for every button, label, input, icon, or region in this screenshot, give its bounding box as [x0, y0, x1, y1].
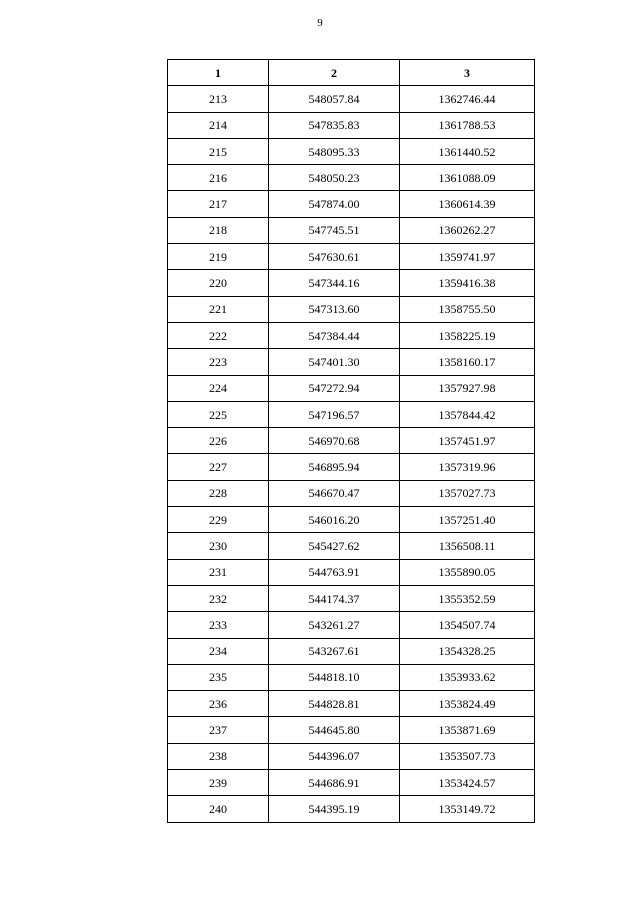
x-coordinate-cell: 547835.83 — [269, 112, 400, 138]
point-number-cell: 220 — [168, 270, 269, 296]
table-row — [168, 349, 535, 375]
y-coordinate-cell: 1357027.73 — [400, 480, 535, 506]
table-row — [168, 191, 535, 217]
x-coordinate-cell: 547344.16 — [269, 270, 400, 296]
x-coordinate-cell: 543261.27 — [269, 612, 400, 638]
table-row — [168, 717, 535, 743]
x-coordinate-cell: 545427.62 — [269, 533, 400, 559]
table-row — [168, 743, 535, 769]
y-coordinate-cell: 1353871.69 — [400, 717, 535, 743]
point-number-cell: 238 — [168, 743, 269, 769]
point-number-cell: 217 — [168, 191, 269, 217]
header-row — [168, 60, 535, 86]
point-number-cell: 224 — [168, 375, 269, 401]
point-number-cell: 222 — [168, 322, 269, 348]
y-coordinate-cell: 1355890.05 — [400, 559, 535, 585]
y-coordinate-cell: 1357451.97 — [400, 428, 535, 454]
y-coordinate-cell: 1358160.17 — [400, 349, 535, 375]
y-coordinate-cell: 1353507.73 — [400, 743, 535, 769]
point-number-cell: 214 — [168, 112, 269, 138]
x-coordinate-cell: 544763.91 — [269, 559, 400, 585]
y-coordinate-cell: 1353424.57 — [400, 770, 535, 796]
y-coordinate-cell: 1358755.50 — [400, 296, 535, 322]
y-coordinate-cell: 1359416.38 — [400, 270, 535, 296]
column-header-2: 2 — [269, 60, 400, 86]
table-header — [168, 60, 535, 86]
table-row — [168, 559, 535, 585]
point-number-cell: 213 — [168, 86, 269, 112]
point-number-cell: 234 — [168, 638, 269, 664]
point-number-cell: 226 — [168, 428, 269, 454]
table-row — [168, 322, 535, 348]
table-row — [168, 612, 535, 638]
table-row — [168, 638, 535, 664]
point-number-cell: 239 — [168, 770, 269, 796]
x-coordinate-cell: 547196.57 — [269, 401, 400, 427]
page-number: 9 — [317, 17, 323, 29]
table-row — [168, 480, 535, 506]
table-row — [168, 401, 535, 427]
y-coordinate-cell: 1357319.96 — [400, 454, 535, 480]
x-coordinate-cell: 544818.10 — [269, 664, 400, 690]
x-coordinate-cell: 548057.84 — [269, 86, 400, 112]
point-number-cell: 215 — [168, 138, 269, 164]
x-coordinate-cell: 547384.44 — [269, 322, 400, 348]
table-row — [168, 585, 535, 611]
point-number-cell: 232 — [168, 585, 269, 611]
point-number-cell: 216 — [168, 165, 269, 191]
x-coordinate-cell: 544686.91 — [269, 770, 400, 796]
x-coordinate-cell: 543267.61 — [269, 638, 400, 664]
x-coordinate-cell: 547745.51 — [269, 217, 400, 243]
x-coordinate-cell: 548050.23 — [269, 165, 400, 191]
point-number-cell: 221 — [168, 296, 269, 322]
point-number-cell: 236 — [168, 691, 269, 717]
y-coordinate-cell: 1353933.62 — [400, 664, 535, 690]
point-number-cell: 240 — [168, 796, 269, 822]
table-row — [168, 428, 535, 454]
y-coordinate-cell: 1357927.98 — [400, 375, 535, 401]
point-number-cell: 219 — [168, 244, 269, 270]
y-coordinate-cell: 1359741.97 — [400, 244, 535, 270]
point-number-cell: 231 — [168, 559, 269, 585]
point-number-cell: 235 — [168, 664, 269, 690]
table-row — [168, 507, 535, 533]
y-coordinate-cell: 1353824.49 — [400, 691, 535, 717]
y-coordinate-cell: 1354328.25 — [400, 638, 535, 664]
table-row — [168, 86, 535, 112]
point-number-cell: 229 — [168, 507, 269, 533]
point-number-cell: 233 — [168, 612, 269, 638]
table-row — [168, 270, 535, 296]
x-coordinate-cell: 544828.81 — [269, 691, 400, 717]
table-row — [168, 217, 535, 243]
y-coordinate-cell: 1360614.39 — [400, 191, 535, 217]
y-coordinate-cell: 1361440.52 — [400, 138, 535, 164]
column-header-3: 3 — [400, 60, 535, 86]
point-number-cell: 237 — [168, 717, 269, 743]
y-coordinate-cell: 1353149.72 — [400, 796, 535, 822]
x-coordinate-cell: 547313.60 — [269, 296, 400, 322]
point-number-cell: 227 — [168, 454, 269, 480]
table-row — [168, 244, 535, 270]
table-row — [168, 533, 535, 559]
point-number-cell: 230 — [168, 533, 269, 559]
table-row — [168, 296, 535, 322]
y-coordinate-cell: 1361088.09 — [400, 165, 535, 191]
y-coordinate-cell: 1360262.27 — [400, 217, 535, 243]
x-coordinate-cell: 547272.94 — [269, 375, 400, 401]
table-row — [168, 691, 535, 717]
point-number-cell: 225 — [168, 401, 269, 427]
table-row — [168, 664, 535, 690]
x-coordinate-cell: 544174.37 — [269, 585, 400, 611]
table-row — [168, 454, 535, 480]
y-coordinate-cell: 1358225.19 — [400, 322, 535, 348]
y-coordinate-cell: 1355352.59 — [400, 585, 535, 611]
table-row — [168, 796, 535, 822]
table-row — [168, 112, 535, 138]
coordinates-table — [167, 59, 535, 823]
table-body — [168, 86, 535, 822]
point-number-cell: 228 — [168, 480, 269, 506]
table-row — [168, 770, 535, 796]
point-number-cell: 223 — [168, 349, 269, 375]
column-header-1: 1 — [168, 60, 269, 86]
x-coordinate-cell: 547630.61 — [269, 244, 400, 270]
y-coordinate-cell: 1357251.40 — [400, 507, 535, 533]
x-coordinate-cell: 546970.68 — [269, 428, 400, 454]
x-coordinate-cell: 548095.33 — [269, 138, 400, 164]
x-coordinate-cell: 547874.00 — [269, 191, 400, 217]
table-row — [168, 138, 535, 164]
y-coordinate-cell: 1356508.11 — [400, 533, 535, 559]
table-row — [168, 375, 535, 401]
x-coordinate-cell: 544645.80 — [269, 717, 400, 743]
point-number-cell: 218 — [168, 217, 269, 243]
table-row — [168, 165, 535, 191]
x-coordinate-cell: 546016.20 — [269, 507, 400, 533]
y-coordinate-cell: 1361788.53 — [400, 112, 535, 138]
y-coordinate-cell: 1357844.42 — [400, 401, 535, 427]
y-coordinate-cell: 1362746.44 — [400, 86, 535, 112]
x-coordinate-cell: 546670.47 — [269, 480, 400, 506]
x-coordinate-cell: 544395.19 — [269, 796, 400, 822]
x-coordinate-cell: 546895.94 — [269, 454, 400, 480]
x-coordinate-cell: 547401.30 — [269, 349, 400, 375]
y-coordinate-cell: 1354507.74 — [400, 612, 535, 638]
x-coordinate-cell: 544396.07 — [269, 743, 400, 769]
